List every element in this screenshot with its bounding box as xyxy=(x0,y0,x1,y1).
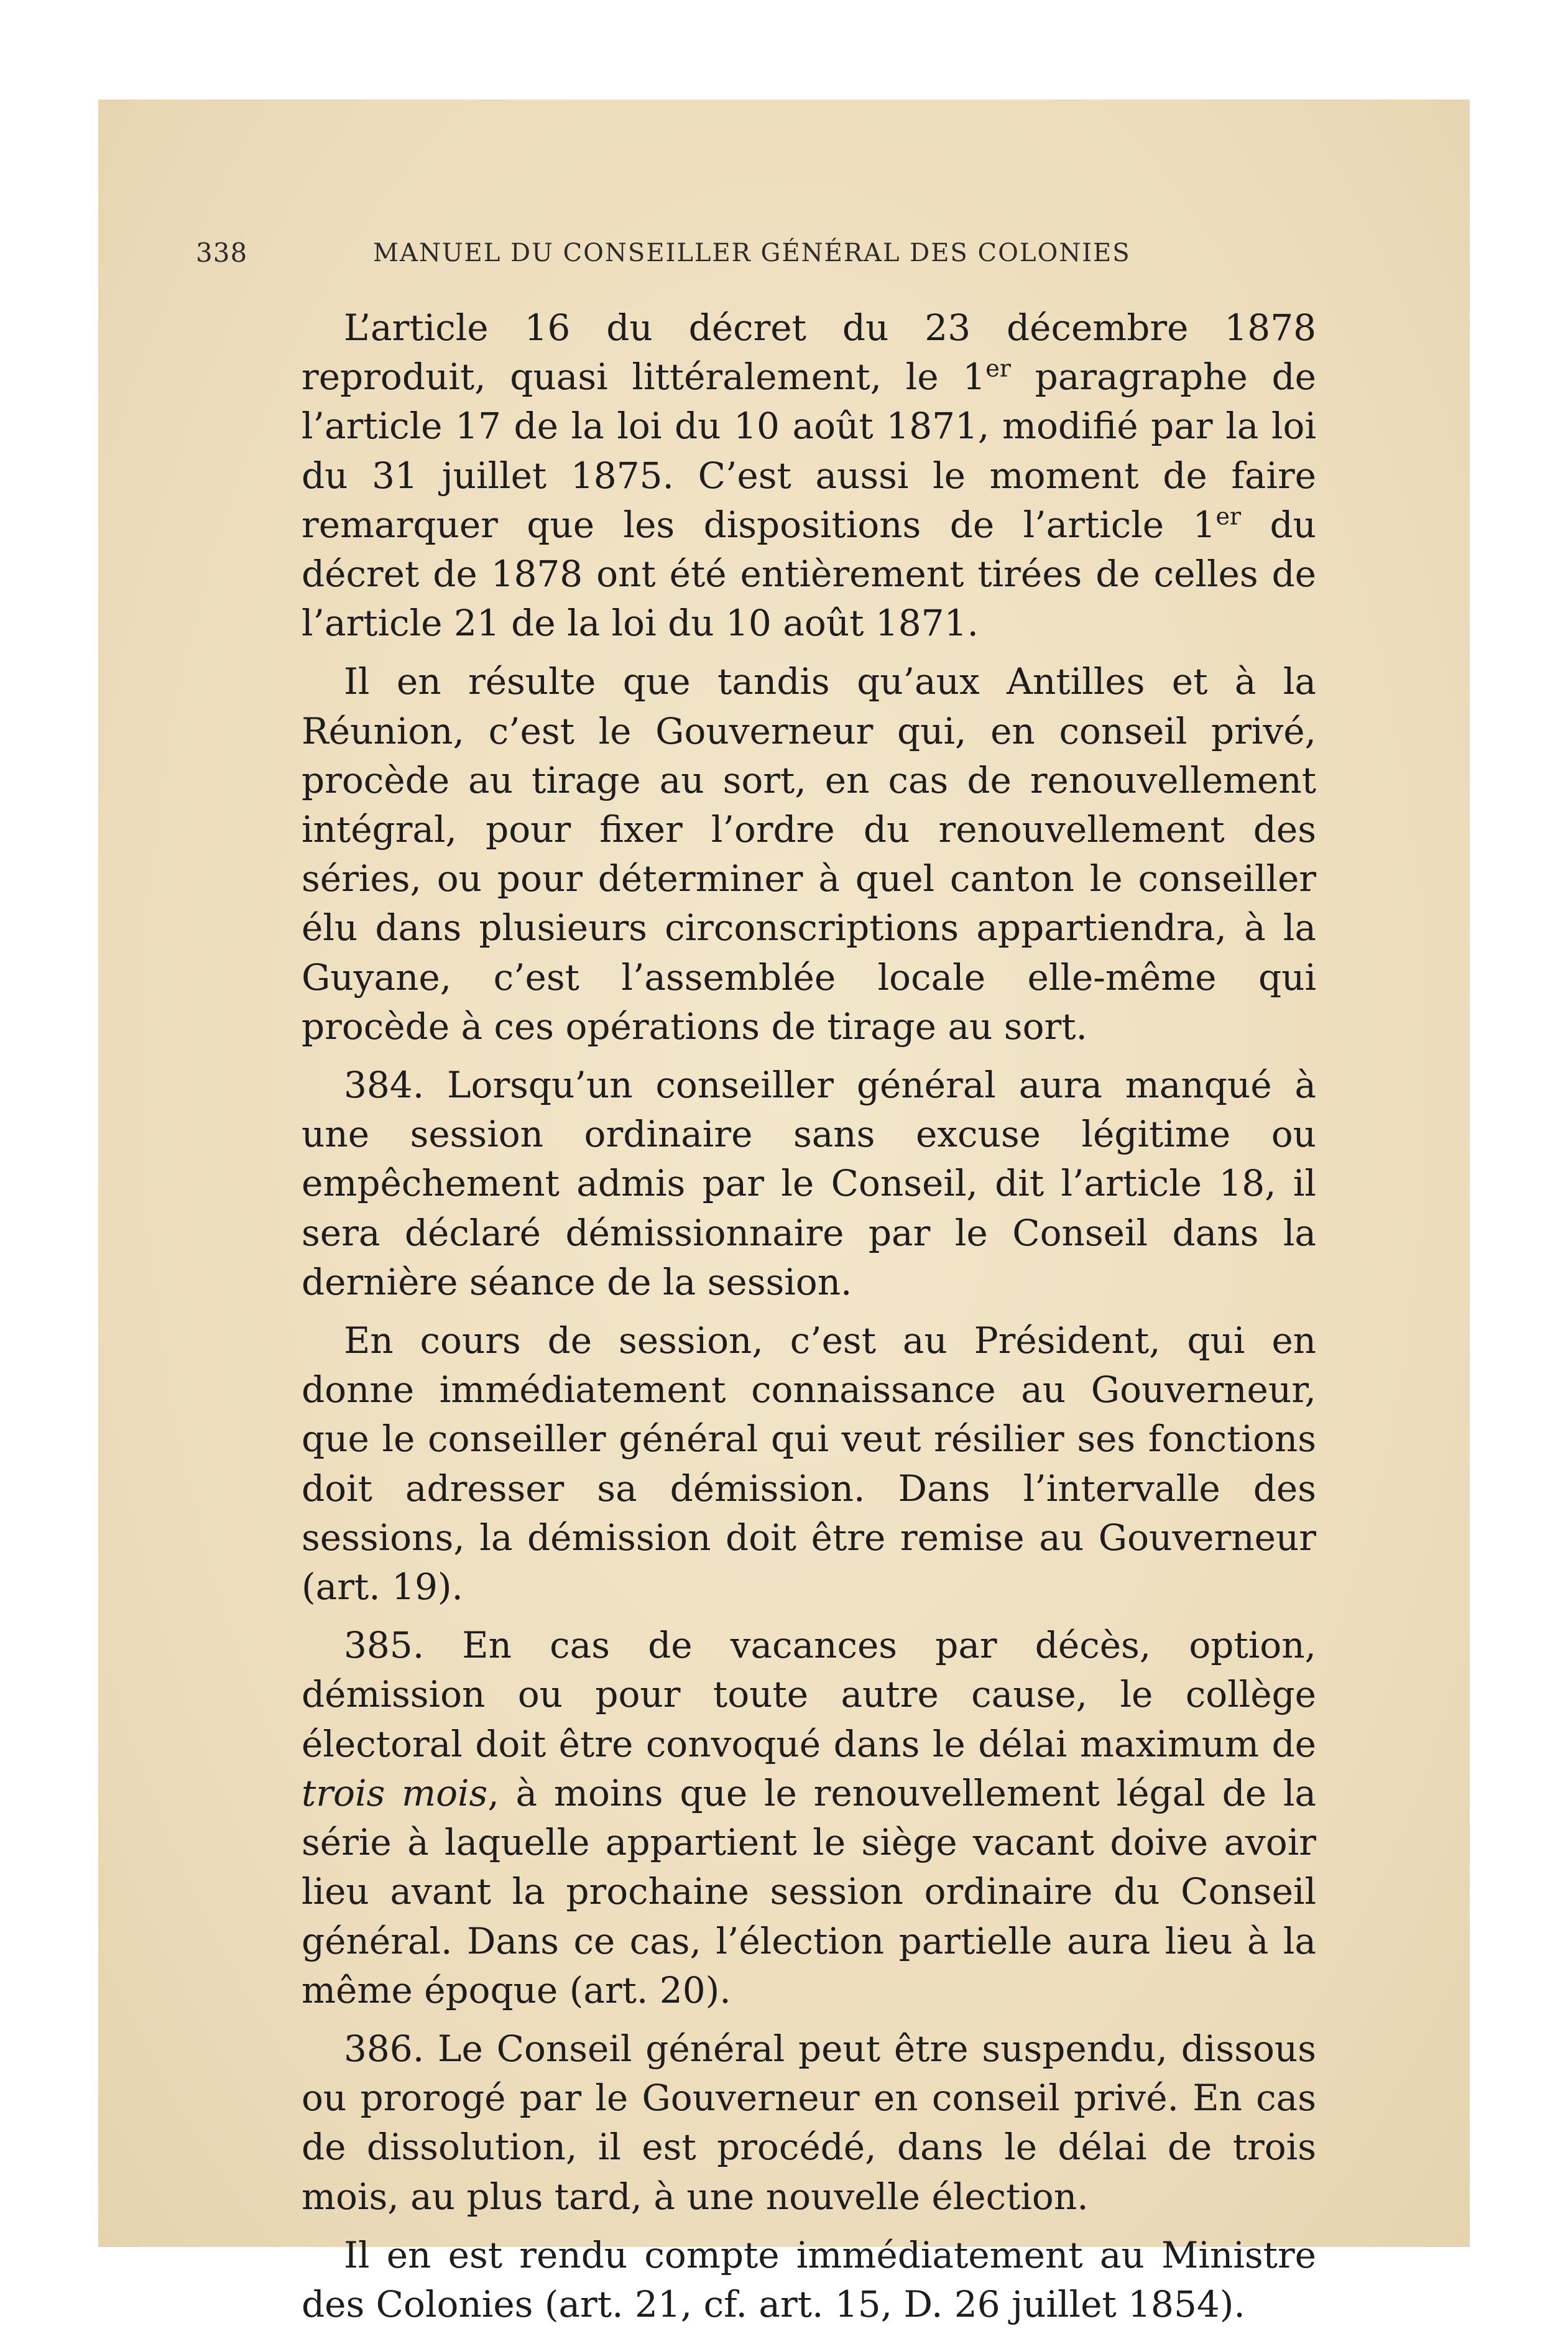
paragraph: En cours de session, c’est au Président, qui en donne immédiatement connaissance au Gouverneur, que le conseiller général qui veut résilier ses fonctions doit adresser sa démission. Dans l’intervalle des sessions, la démission doit être remise au Gouverneur (art. 19). xyxy=(302,1319,1316,1608)
running-head xyxy=(196,231,1203,275)
paragraph-385: 385. En cas de vacances par décès, option, démission ou pour toute autre cause, le collège électoral doit être convoqué dans le délai maximum de trois mois, à moins que le renouvellement légal de la série à laquelle appartient le siège vacant doive avoir lieu avant la prochaine session ordinaire du Conseil général. Dans ce cas, l’élection partielle aura lieu à la même époque (art. 20). xyxy=(302,1624,1316,2011)
body-text xyxy=(302,303,1316,2338)
page-number: 338 xyxy=(196,238,248,268)
paragraph-386: 386. Le Conseil général peut être suspendu, dissous ou prorogé par le Gouverneur en conseil privé. En cas de dissolution, il est procédé, dans le délai de trois mois, au plus tard, à une nouvelle élection. xyxy=(302,2027,1316,2218)
paragraph-384: 384. Lorsqu’un conseiller général aura manqué à une session ordinaire sans excuse légitime ou empêchement admis par le Conseil, dit l’article 18, il sera déclaré démissionnaire par le Conseil dans la dernière séance de la session. xyxy=(302,1064,1316,1303)
paragraph: Il en résulte que tandis qu’aux Antilles et à la Réunion, c’est le Gouverneur qui, en conseil privé, procède au tirage au sort, en cas de renouvellement intégral, pour fixer l’ordre du renouvellement des séries, ou pour déterminer à quel canton le conseiller élu dans plusieurs circonscriptions appartiendra, à la Guyane, c’est l’assemblée locale elle-même qui procède à ces opérations de tirage au sort. xyxy=(302,660,1316,1048)
paragraph: Il en est rendu compte immédiatement au Ministre des Colonies (art. 21, cf. art. 15, D. 26 juillet 1854). xyxy=(302,2233,1316,2325)
running-title: MANUEL DU CONSEILLER GÉNÉRAL DES COLONIES xyxy=(373,239,1131,267)
paragraph: L’article 16 du décret du 23 décembre 1878 reproduit, quasi littéralement, le 1er paragraphe de l’article 17 de la loi du 10 août 1871, modifié par la loi du 31 juillet 1875. C’est aussi le moment de faire remarquer que les dispositions de l’article 1er du décret de 1878 ont été entièrement tirées de celles de l’article 21 de la loi du 10 août 1871. xyxy=(302,307,1316,645)
